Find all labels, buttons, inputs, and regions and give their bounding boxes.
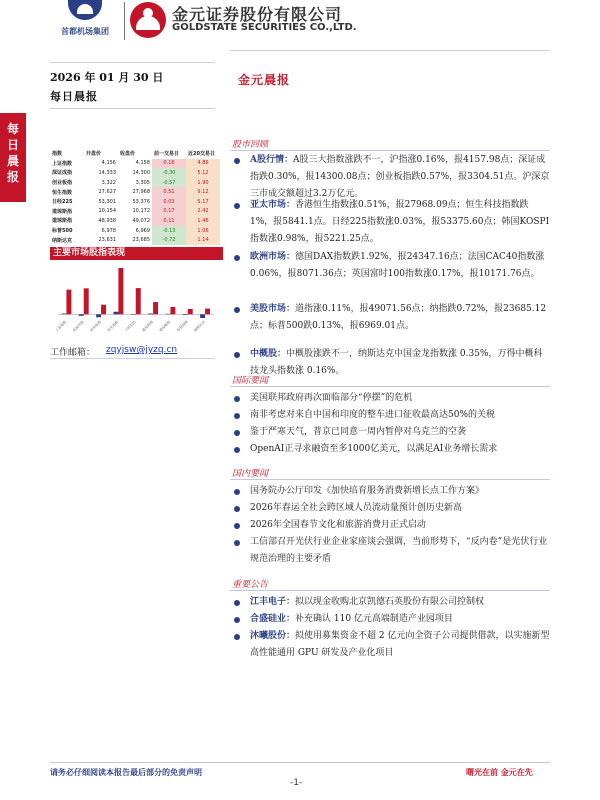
chart-bar — [200, 314, 205, 318]
list-item — [250, 301, 550, 335]
chart-bar — [113, 312, 118, 315]
list-item — [250, 197, 550, 248]
chart-bar — [61, 314, 66, 315]
side-banner-label: 每日晨报 — [6, 122, 19, 184]
analyst-email-link[interactable]: zqyjsw@jyzq.cn — [106, 345, 178, 355]
close-price-cell: 14,300 — [132, 169, 150, 176]
list-item — [250, 594, 550, 611]
index-name-cell: 上证指数 — [52, 160, 73, 167]
open-price-cell: 53,301 — [98, 198, 116, 205]
prev-day-change-cell: 0.16 — [152, 159, 186, 169]
close-price-cell: 10,172 — [132, 208, 150, 215]
open-price-cell: 48,938 — [98, 217, 116, 224]
perf-bar-chart — [50, 262, 220, 342]
col-header: 指数 — [52, 151, 63, 158]
list-item: 南非考虑对来自中国和印度的整车进口征收最高达50%的关税 — [250, 410, 496, 420]
section-rule — [230, 150, 550, 151]
item-text: 香港恒生指数涨0.51%，报27968.09点；恒生科技指数跌1%，报5841.1点。日经225指数涨0.03%，报53375.60点；韩国KOSPI指数涨0.98%，报5221.25点。 — [250, 200, 550, 244]
chart-bar — [136, 288, 141, 314]
index-name-cell: 道琼斯指 — [52, 208, 73, 215]
left-bottom-rule — [50, 358, 215, 359]
left-top-rule — [50, 62, 215, 63]
table-row — [50, 226, 220, 236]
list-item: 2026年全国春节文化和旅游消费月正式启动 — [250, 520, 426, 530]
section-title-review: 股市回顾 — [232, 140, 269, 150]
bullet-icon — [234, 540, 240, 546]
twenty-day-change-cell: 2.42 — [186, 207, 220, 217]
index-name-cell: 创业板指 — [52, 180, 73, 187]
index-name-cell: 纳斯达克 — [52, 237, 73, 244]
col-header: 近20交易日 — [188, 151, 215, 158]
prev-day-change-cell: -0.30 — [152, 168, 186, 178]
bullet-icon — [234, 489, 240, 495]
list-item — [250, 611, 550, 628]
index-name-cell: 标普500 — [52, 228, 73, 235]
chart-tick-label: 标普500 — [176, 319, 189, 333]
bullet-icon — [234, 255, 240, 261]
chart-tick-label: 道琼斯指 — [158, 319, 172, 333]
list-item: 2026年春运全社会跨区域人员流动量预计创历史新高 — [250, 503, 462, 513]
footer-rule — [50, 762, 550, 763]
prev-day-change-cell: -0.57 — [152, 178, 186, 188]
chart-tick-label: 创业板指 — [89, 319, 103, 333]
twenty-day-change-cell: 1.46 — [186, 216, 220, 226]
bullet-icon — [234, 396, 240, 402]
chart-tick-label: 深证成指 — [71, 319, 85, 333]
chart-tick-label: 上证指数 — [54, 319, 68, 333]
list-item: 工信部召开光伏行业企业家座谈会强调，当前形势下，“反内卷”是光伏行业规范治理的主要矛盾 — [250, 537, 548, 564]
index-name-cell: 日经225 — [52, 199, 73, 206]
table-row — [50, 187, 220, 197]
open-price-cell: 3,322 — [101, 179, 116, 186]
item-text: 补充确认 110 亿元高端制造产业园项目 — [295, 614, 453, 624]
prev-day-change-cell: 0.11 — [152, 216, 186, 226]
footer-disclaimer: 请务必仔细阅读本报告最后部分的免责声明 — [50, 768, 202, 777]
chart-tick-label: 恒生指数 — [106, 319, 120, 333]
prev-day-change-cell: 0.51 — [152, 187, 186, 197]
col-header: 收盘价 — [120, 151, 136, 158]
item-tag: 合盛硅业： — [250, 614, 296, 624]
list-item — [250, 152, 550, 203]
list-item — [250, 346, 550, 380]
list-item: 美国联邦政府再次面临部分“停摆”的危机 — [250, 393, 413, 403]
perf-chart-title: 主要市场股指表现 — [50, 247, 223, 260]
close-price-cell: 27,968 — [132, 189, 150, 196]
open-price-cell: 14,333 — [98, 169, 116, 176]
prev-day-change-cell: -0.72 — [152, 235, 186, 245]
chart-bar — [96, 314, 101, 317]
bullet-icon — [234, 447, 240, 453]
table-row — [50, 178, 220, 188]
twenty-day-change-cell: 1.90 — [186, 178, 220, 188]
chart-bar — [170, 307, 175, 314]
table-row — [50, 235, 220, 245]
left-mid-rule — [50, 108, 215, 109]
section-title-intl: 国际要闻 — [232, 376, 269, 386]
right-top-rule — [230, 50, 550, 51]
table-row — [50, 197, 220, 207]
report-date: 2026 年 01 月 30 日 — [50, 71, 164, 84]
chart-tick-label: 纳斯达克 — [193, 319, 207, 333]
logo-divider — [124, 2, 125, 40]
col-header: 前一交易日 — [154, 151, 180, 158]
table-row — [50, 168, 220, 178]
bullet-icon — [234, 158, 240, 164]
item-tag: A股行情： — [250, 155, 293, 165]
bullet-icon — [234, 600, 240, 606]
section-rule — [230, 386, 550, 387]
index-name-cell: 深证成指 — [52, 170, 73, 177]
table-row — [50, 207, 220, 217]
twenty-day-change-cell: 5.17 — [186, 197, 220, 207]
close-price-cell: 6,969 — [135, 227, 150, 234]
twenty-day-change-cell: 5.12 — [186, 168, 220, 178]
close-price-cell: 4,158 — [135, 160, 150, 167]
report-title: 金元晨报 — [238, 73, 291, 87]
item-text: 道指涨0.11%，报49071.56点；纳指跌0.72%，报23685.12点；标普500跌0.13%，报6969.01点。 — [250, 304, 547, 331]
chart-tick-label: 日经225 — [124, 319, 137, 333]
chart-bar — [101, 305, 106, 315]
list-item — [250, 249, 550, 283]
airport-emblem-icon — [68, 0, 102, 20]
open-price-cell: 6,978 — [101, 227, 116, 234]
company-name-en: GOLDSTATE SECURITIES CO.,LTD. — [172, 22, 357, 33]
close-price-cell: 3,305 — [135, 179, 150, 186]
twenty-day-change-cell: 1.06 — [186, 226, 220, 236]
item-text: A股三大指数涨跌不一，沪指涨0.16%，报4157.98点；深证成指跌0.30%，报14300.08点；创业板指跌0.57%，报3304.51点。沪深京三市成交额超过3.2万亿元。 — [250, 155, 550, 199]
index-table-header — [50, 149, 220, 159]
chart-bar — [165, 314, 170, 315]
section-title-domestic: 国内要闻 — [232, 469, 269, 479]
bullet-icon — [234, 203, 240, 209]
twenty-day-change-cell: 4.86 — [186, 159, 220, 169]
chart-bar — [153, 302, 158, 314]
bullet-icon — [234, 617, 240, 623]
col-header: 开盘价 — [86, 151, 102, 158]
prev-day-change-cell: 0.17 — [152, 207, 186, 217]
goldstate-logo-icon — [130, 2, 166, 38]
item-text: 中概股涨跌不一，纳斯达克中国金龙指数涨 0.35%，万得中概科技龙头指数涨 0.16%。 — [250, 349, 543, 376]
doc-type: 每日晨报 — [50, 90, 98, 103]
section-rule — [230, 590, 550, 591]
close-price-cell: 53,376 — [132, 198, 150, 205]
index-name-cell: 道琼斯指 — [52, 218, 73, 225]
item-text: 拟以现金收购北京凯德石英股份有限公司控制权 — [295, 597, 485, 607]
chart-bar — [79, 314, 84, 316]
bullet-icon — [234, 430, 240, 436]
open-price-cell: 10,154 — [98, 208, 116, 215]
analyst-email-label: 工作邮箱： — [50, 348, 96, 358]
table-row — [50, 159, 220, 169]
capital-airports-logo — [50, 0, 120, 44]
logo-caption: 首都机场集团 — [61, 27, 109, 36]
list-item — [250, 628, 550, 662]
item-tag: 沐曦股份： — [250, 631, 296, 641]
twenty-day-change-cell: 1.14 — [186, 235, 220, 245]
footer-slogan: 曙光在前 金元在先 — [466, 768, 533, 777]
bullet-icon — [234, 634, 240, 640]
open-price-cell: 23,631 — [98, 237, 116, 244]
chart-bar — [188, 309, 193, 314]
item-tag: 亚太市场： — [250, 200, 296, 210]
prev-day-change-cell: 0.03 — [152, 197, 186, 207]
chart-bar — [205, 309, 210, 315]
index-name-cell: 恒生指数 — [52, 189, 73, 196]
list-item: 国务院办公厅印发《加快培育服务消费新增长点工作方案》 — [250, 486, 485, 496]
chart-tick-label: 道琼斯指 — [141, 319, 155, 333]
bullet-icon — [234, 352, 240, 358]
list-item: OpenAI正寻求融资至多1000亿美元，以满足AI业务增长需求 — [250, 444, 498, 454]
item-tag: 中概股： — [250, 349, 287, 359]
bullet-icon — [234, 506, 240, 512]
prev-day-change-cell: -0.13 — [152, 226, 186, 236]
list-item: 鉴于严寒天气，普京已同意一周内暂停对乌克兰的空袭 — [250, 427, 467, 437]
bullet-icon — [234, 413, 240, 419]
item-tag: 美股市场： — [250, 304, 296, 314]
open-price-cell: 27,627 — [98, 189, 116, 196]
item-text: 拟使用募集资金不超 2 亿元向全资子公司提供借款，以实施新型高性能通用 GPU 研发及产业化项目 — [250, 631, 550, 658]
chart-bar — [118, 268, 123, 314]
side-banner — [0, 113, 26, 202]
chart-bar — [84, 288, 89, 314]
twenty-day-change-cell: 9.12 — [186, 187, 220, 197]
chart-bar — [131, 314, 136, 315]
item-text: 德国DAX指数跌1.92%，报24347.16点；法国CAC40指数涨0.06%，报8071.36点；英国富时100指数涨0.17%，报10171.76点。 — [250, 252, 545, 279]
section-title-announce: 重要公告 — [232, 580, 269, 590]
bullet-icon — [234, 307, 240, 313]
chart-bar — [183, 314, 188, 315]
close-price-cell: 23,685 — [132, 237, 150, 244]
bullet-icon — [234, 523, 240, 529]
chart-bar — [148, 313, 153, 314]
company-name-cn: 金元证券股份有限公司 — [172, 5, 343, 24]
item-tag: 江丰电子： — [250, 597, 296, 607]
chart-bar — [66, 290, 71, 315]
close-price-cell: 49,072 — [132, 217, 150, 224]
open-price-cell: 4,156 — [101, 160, 116, 167]
page-number: -1- — [290, 778, 303, 788]
section-rule — [230, 479, 550, 480]
item-tag: 欧洲市场： — [250, 252, 296, 262]
index-table — [50, 149, 220, 245]
table-row — [50, 216, 220, 226]
